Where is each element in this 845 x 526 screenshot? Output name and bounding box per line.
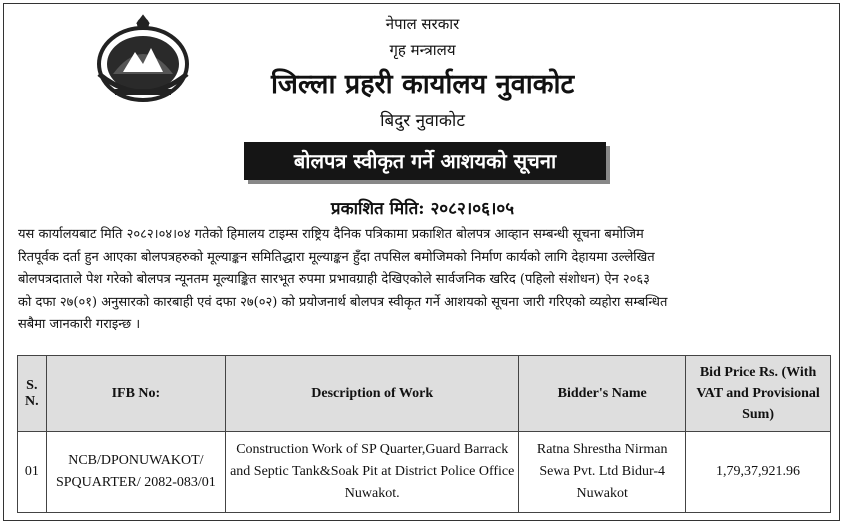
body-line: यस कार्यालयबाट मिति २०८२।०४।०४ गतेको हिमालय टाइम्स राष्ट्रिय दैनिक पत्रिकामा प्रकाशित बोलपत्र आव्हान सम्बन्धी सूचना बमोजिम xyxy=(18,227,644,242)
body-line: को दफा २७(०१) अनुसारको कारबाही एवं दफा २७(०२) को प्रयोजनार्थ बोलपत्र स्वीकृत गर्ने आशयको सूचना जारी गरिएको व्यहोरा सम्बन्धित xyxy=(18,294,668,310)
office-name: जिल्ला प्रहरी कार्यालय नुवाकोट xyxy=(270,69,575,100)
notice-body xyxy=(18,224,828,337)
office-location: बिदुर नुवाकोट xyxy=(380,111,465,131)
cell-ifb: NCB/DPONUWAKOT/ SPQUARTER/ 2082-083/01 xyxy=(46,432,226,513)
body-line: रितपूर्वक दर्ता हुन आएका बोलपत्रहरुको मूल्याङ्कन समितिद्धारा मूल्याङ्कन हुँदा तपसिल बमोजिमको निर्माण कार्यको लागि देहायमा उल्लेखित xyxy=(18,249,655,265)
cell-price: 1,79,37,921.96 xyxy=(686,432,831,513)
bid-table xyxy=(17,355,831,513)
header-ifb: IFB No: xyxy=(46,356,226,432)
published-date: प्रकाशित मिति: २०८२।०६।०५ xyxy=(330,199,515,219)
body-line: बोलपत्रदाताले पेश गरेको बोलपत्र न्यूनतम मूल्याङ्कित सारभूत रुपमा प्रभावग्राही देखिएकोले सार्वजनिक खरिद (पहिलो संशोधन) ऐन २०६३ xyxy=(18,272,650,287)
header-price: Bid Price Rs. (With VAT and Provisional Sum) xyxy=(686,356,831,432)
cell-bidder: Ratna Shrestha Nirman Sewa Pvt. Ltd Bidur-4 Nuwakot xyxy=(519,432,686,513)
govt-name: नेपाल सरकार xyxy=(385,15,460,33)
table-row xyxy=(18,432,831,513)
cell-sn: 01 xyxy=(18,432,47,513)
ministry-name: गृह मन्त्रालय xyxy=(389,41,456,59)
cell-description: Construction Work of SP Quarter,Guard Barrack and Septic Tank&Soak Pit at District Police Office Nuwakot. xyxy=(226,432,519,513)
header-bidder: Bidder's Name xyxy=(519,356,686,432)
table-header-row xyxy=(18,356,831,432)
body-line: सबैमा जानकारी गराइन्छ । xyxy=(18,317,141,332)
notice-title: बोलपत्र स्वीकृत गर्ने आशयको सूचना xyxy=(244,142,606,180)
header-sn: S. N. xyxy=(18,356,47,432)
header-description: Description of Work xyxy=(226,356,519,432)
